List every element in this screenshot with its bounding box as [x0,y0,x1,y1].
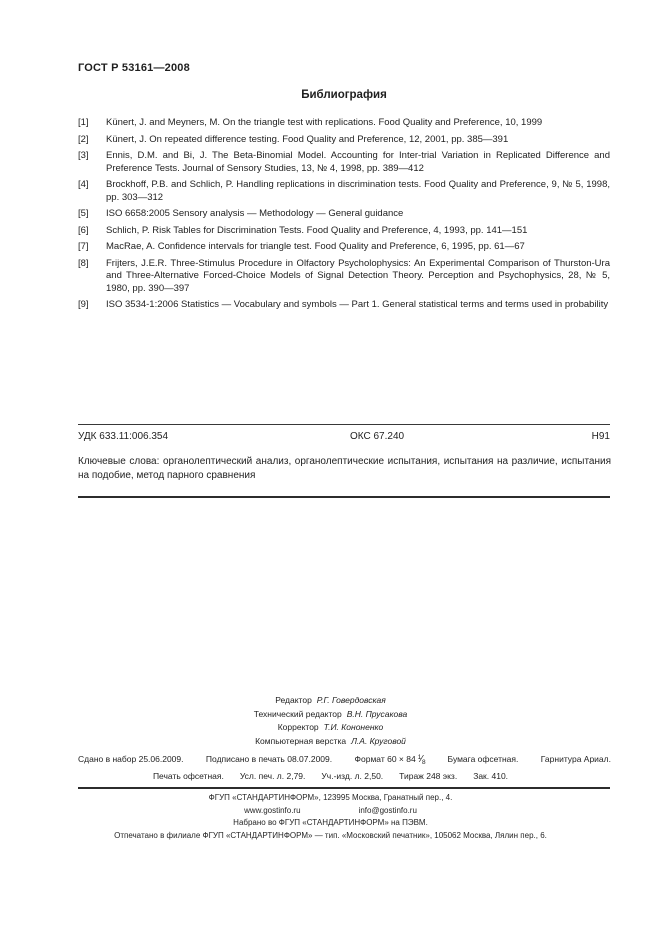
divider-above-classification [78,424,610,425]
credit-line [0,721,661,735]
publisher-printed-note: Отпечатано в филиале ФГУП «СТАНДАРТИНФОРМ» — тип. «Московский печатник», 105062 Москва, Лялин пер., 6. [114,830,547,840]
reference-text: ISO 3534-1:2006 Statistics — Vocabulary and symbols — Part 1. General statistical terms and terms used in probability [106,299,609,310]
reference-number: [2] [78,133,89,145]
publisher-contacts [0,805,661,818]
credit-role: Редактор [275,695,312,705]
reference-number: [8] [78,257,89,269]
oks-code: ОКС 67.240 [350,431,405,442]
reference-item [78,179,610,204]
udk-code: УДК 633.11:006.354 [78,431,169,442]
reference-text: ISO 6658:2005 Sensory analysis — Methodology — General guidance [106,208,404,219]
credit-line [0,708,661,722]
bibliography-list [78,117,610,316]
divider-below-keywords [78,496,610,498]
credit-line [0,694,661,708]
reference-item [78,208,610,221]
reference-text: Künert, J. and Meyners, M. On the triangle test with replications. Food Quality and Preference, 10, 1999 [106,117,543,128]
imprint-line-2 [0,771,661,781]
credit-role: Компьютерная верстка [255,735,347,746]
imprint-print-run: Тираж 248 экз. [399,771,458,781]
credit-role: Технический редактор [253,708,342,719]
reference-item [78,225,610,238]
reference-text: MacRae, A. Confidence intervals for triangle test. Food Quality and Preference, 6, 1995, pp. 61—67 [106,241,525,252]
publisher-email: info@gostinfo.ru [358,805,417,815]
reference-item [78,117,610,130]
imprint-publisher-sheets: Уч.-изд. л. 2,50. [321,771,384,781]
fraction-one-eighth: $^1⁄_8$ [417,754,426,766]
reference-number: [4] [78,179,89,190]
publisher-address: ФГУП «СТАНДАРТИНФОРМ», 123995 Москва, Гранатный пер., 4. [208,793,453,802]
reference-item [78,258,610,296]
reference-item [78,134,610,147]
group-code: Н91 [591,431,610,442]
publisher-website: www.gostinfo.ru [244,805,301,815]
publisher-block [0,792,661,842]
reference-text: Künert, J. On repeated difference testing. Food Quality and Preference, 12, 2001, pp. 385—391 [106,133,509,145]
divider-above-publisher [78,787,610,789]
imprint-printers-sheets: Усл. печ. л. 2,79. [239,771,306,781]
credit-role: Корректор [277,722,319,732]
reference-number: [7] [78,241,89,252]
credits-block [0,694,661,748]
reference-text: Schlich, P. Risk Tables for Discrimination Tests. Food Quality and Preference, 4, 1993, pp. 141—151 [106,224,528,236]
reference-item [78,150,610,175]
credit-name: Л.А. Круговой [351,735,406,746]
classification-row [78,431,610,445]
imprint-format: Формат 60 × 84 $^1⁄_8$ [354,754,426,766]
imprint-sent-to-typeset: Сдано в набор 25.06.2009. [78,754,184,764]
imprint-line-1 [78,754,611,766]
reference-number: [3] [78,150,89,161]
reference-text: Ennis, D.M. and Bi, J. The Beta-Binomial Model. Accounting for Inter-trial Variation in Replicated Difference and Preference Tests. Journal of Sensory Studies, 13, № 4, 1998, pp. 389—412 [106,150,610,174]
keywords-text: Ключевые слова: органолептический анализ, органолептические испытания, испытания на различие, испытания на подобие, метод парного сравнения [78,456,611,481]
reference-item [78,241,610,254]
reference-number: [9] [78,299,89,310]
imprint-typeface: Гарнитура Ариал. [540,754,611,764]
imprint-signed-to-print: Подписано в печать 08.07.2009. [205,754,333,764]
credit-line [0,735,661,749]
imprint-order-number: Зак. 410. [473,771,509,781]
imprint-paper: Бумага офсетная. [447,754,519,764]
reference-text: Brockhoff, P.B. and Schlich, P. Handling replications in discrimination tests. Food Quality and Preference, 9, № 5, 1998, pp. 303—312 [106,179,610,203]
credit-name: Т.И. Кононенко [323,722,384,732]
doc-code: ГОСТ Р 53161—2008 [78,62,190,74]
page-title: Библиография [301,89,387,101]
credit-name: В.Н. Прусакова [346,708,408,719]
publisher-typeset-note: Набрано во ФГУП «СТАНДАРТИНФОРМ» на ПЭВМ. [233,818,428,827]
credit-name: Р.Г. Говердовская [316,695,386,705]
reference-number: [6] [78,224,89,236]
reference-number: [5] [78,208,89,219]
imprint-print-method: Печать офсетная. [152,771,224,781]
reference-number: [1] [78,117,89,128]
reference-text: Frijters, J.E.R. Three-Stimulus Procedure in Olfactory Psycholophysics: An Experimental Comparison of Thurston-Ura and Three-Alternative Forced-Choice Models of Signal Detection Theory. Perception and Psychophysics, 28, № 5, 1980, pp. 390—397 [106,257,610,294]
reference-item [78,299,610,312]
